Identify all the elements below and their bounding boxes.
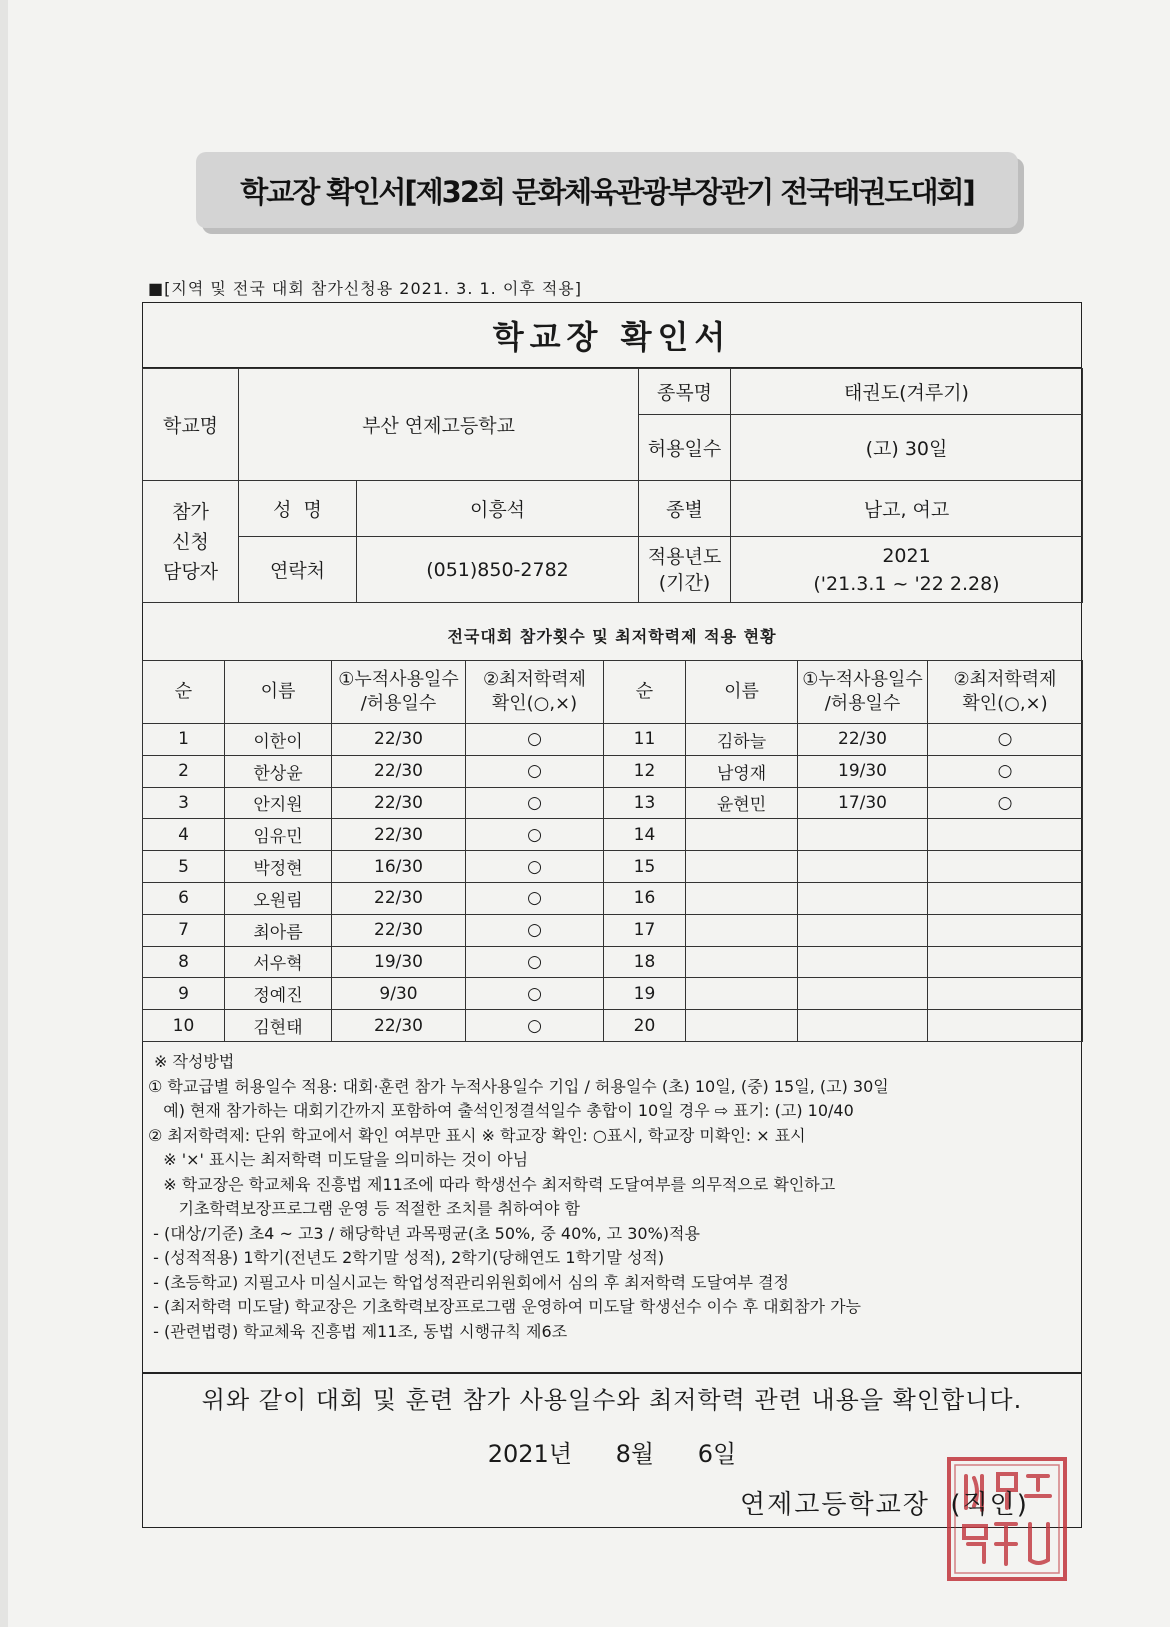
row-check: ○ — [466, 914, 604, 946]
row-usage: 19/30 — [798, 755, 928, 787]
row-usage — [798, 978, 928, 1010]
signing-date — [142, 1434, 1082, 1469]
row-check — [928, 914, 1083, 946]
status-title: 전국대회 참가횟수 및 최저학력제 적용 현황 — [447, 626, 777, 646]
instruction-line: ※ '×' 표시는 최저학력 미도달을 의미하는 것이 아님 — [148, 1150, 529, 1169]
phone-label: 연락처 — [239, 537, 357, 603]
row-name: 이한이 — [225, 724, 332, 756]
instruction-line: ※ 학교장은 학교체육 진흥법 제11조에 따라 학생선수 최저학력 도달여부를 의무적으로 확인하고 — [148, 1174, 836, 1194]
row-name — [686, 851, 798, 883]
table-row — [143, 724, 1083, 756]
signer: 연제고등학교장 (직인) — [740, 1490, 1029, 1520]
row-no: 7 — [143, 914, 225, 946]
row-usage: 22/30 — [332, 914, 466, 946]
row-no: 5 — [143, 851, 225, 883]
instruction-line: - (대상/기준) 초4 ~ 고3 / 해당학년 과목평균(초 50%, 중 40%, 고 30%)적용 — [148, 1223, 700, 1243]
row-usage — [798, 914, 928, 946]
row-name — [686, 819, 798, 851]
row-no: 11 — [604, 724, 686, 756]
phone-value: (051)850-2782 — [357, 537, 639, 603]
instruction-line: ② 최저학력제: 단위 학교에서 확인 여부만 표시 ※ 학교장 확인: ○표시, 학교장 미확인: × 표시 — [148, 1125, 806, 1145]
row-check — [928, 1010, 1083, 1042]
row-no: 4 — [143, 819, 225, 851]
header-no: 순 — [143, 661, 225, 724]
row-no: 1 — [143, 724, 225, 756]
category-value: 남고, 여고 — [731, 481, 1083, 537]
row-no: 6 — [143, 882, 225, 914]
row-usage: 16/30 — [332, 851, 466, 883]
date-month: 8월 — [615, 1440, 655, 1468]
row-usage — [798, 819, 928, 851]
year-label: 적용년도 (기간) — [639, 537, 731, 603]
row-usage: 19/30 — [332, 946, 466, 978]
event-label: 종목명 — [639, 369, 731, 415]
row-check: ○ — [928, 787, 1083, 819]
row-usage: 22/30 — [332, 755, 466, 787]
banner — [196, 152, 1018, 228]
header-name: 이름 — [225, 661, 332, 724]
row-name: 최아름 — [225, 914, 332, 946]
roster-header-row — [143, 661, 1083, 724]
row-usage: 22/30 — [332, 882, 466, 914]
usage-note: ■[지역 및 전국 대회 참가신청용 2021. 3. 1. 이후 적용] — [148, 279, 583, 298]
header-check: ②최저학력제 확인(○,×) — [928, 661, 1083, 724]
row-usage — [798, 1010, 928, 1042]
confirmation-statement: 위와 같이 대회 및 훈련 참가 사용일수와 최저학력 관련 내용을 확인합니다. — [201, 1386, 1023, 1414]
table-row — [143, 914, 1083, 946]
row-check: ○ — [466, 978, 604, 1010]
row-check: ○ — [466, 755, 604, 787]
row-check: ○ — [466, 851, 604, 883]
row-check: ○ — [466, 1010, 604, 1042]
row-no: 19 — [604, 978, 686, 1010]
row-name — [686, 978, 798, 1010]
row-name: 임유민 — [225, 819, 332, 851]
row-name: 남영재 — [686, 755, 798, 787]
banner-title: 학교장 확인서[제32회 문화체육관광부장관기 전국태권도대회] — [240, 174, 974, 209]
row-usage: 22/30 — [332, 819, 466, 851]
school-label: 학교명 — [143, 369, 239, 481]
row-usage — [798, 946, 928, 978]
header-usage: ①누적사용일수 /허용일수 — [332, 661, 466, 724]
year-value: 2021 — [882, 544, 931, 567]
instruction-line: ① 학교급별 허용일수 적용: 대회·훈련 참가 누적사용일수 기입 / 허용일수 (초) 10일, (중) 15일, (고) 30일 — [148, 1076, 889, 1096]
allowed-days-value: (고) 30일 — [731, 415, 1083, 481]
row-no: 18 — [604, 946, 686, 978]
table-row — [143, 787, 1083, 819]
instruction-line: - (초등학교) 지필고사 미실시교는 학업성적관리위원회에서 심의 후 최저학력 도달여부 결정 — [148, 1272, 789, 1292]
row-check — [928, 819, 1083, 851]
row-usage: 17/30 — [798, 787, 928, 819]
row-check — [928, 851, 1083, 883]
date-year: 2021년 — [487, 1440, 573, 1468]
row-check: ○ — [928, 755, 1083, 787]
header-name: 이름 — [686, 661, 798, 724]
header-usage: ①누적사용일수 /허용일수 — [798, 661, 928, 724]
row-check: ○ — [466, 724, 604, 756]
page-edge — [0, 0, 8, 1627]
year-cell — [731, 537, 1083, 603]
row-usage: 9/30 — [332, 978, 466, 1010]
row-check: ○ — [466, 819, 604, 851]
row-check — [928, 882, 1083, 914]
row-usage: 22/30 — [332, 724, 466, 756]
divider — [142, 1372, 1082, 1374]
row-usage — [798, 851, 928, 883]
row-name: 오원림 — [225, 882, 332, 914]
table-row — [143, 1010, 1083, 1042]
row-no: 14 — [604, 819, 686, 851]
row-check: ○ — [466, 787, 604, 819]
contact-person-label: 참가 신청 담당자 — [143, 481, 239, 603]
instruction-line: - (최저학력 미도달) 학교장은 기초학력보장프로그램 운영하여 미도달 학생선수 이수 후 대회참가 가능 — [148, 1297, 861, 1316]
row-name — [686, 1010, 798, 1042]
instruction-line: 기초학력보장프로그램 운영 등 적절한 조치를 취하여야 함 — [148, 1199, 580, 1218]
row-usage: 22/30 — [332, 1010, 466, 1042]
allowed-days-label: 허용일수 — [639, 415, 731, 481]
info-table — [142, 368, 1083, 603]
header-no: 순 — [604, 661, 686, 724]
event-value: 태권도(겨루기) — [731, 369, 1083, 415]
row-usage — [798, 882, 928, 914]
row-name: 김현태 — [225, 1010, 332, 1042]
table-row — [143, 755, 1083, 787]
row-check — [928, 946, 1083, 978]
row-no: 3 — [143, 787, 225, 819]
row-check: ○ — [466, 946, 604, 978]
row-no: 13 — [604, 787, 686, 819]
instruction-line: - (관련법령) 학교체육 진흥법 제11조, 동법 시행규칙 제6조 — [148, 1321, 568, 1341]
table-row — [143, 882, 1083, 914]
table-row — [143, 946, 1083, 978]
row-usage: 22/30 — [332, 787, 466, 819]
row-no: 15 — [604, 851, 686, 883]
row-no: 8 — [143, 946, 225, 978]
row-name: 박정현 — [225, 851, 332, 883]
row-no: 17 — [604, 914, 686, 946]
school-value: 부산 연제고등학교 — [239, 369, 639, 481]
document-title: 학교장 확인서 — [142, 302, 1082, 368]
row-check — [928, 978, 1083, 1010]
row-name: 한상윤 — [225, 755, 332, 787]
row-no: 16 — [604, 882, 686, 914]
row-no: 20 — [604, 1010, 686, 1042]
row-name: 정예진 — [225, 978, 332, 1010]
row-no: 10 — [143, 1010, 225, 1042]
row-name: 김하늘 — [686, 724, 798, 756]
instructions — [148, 1050, 1078, 1344]
row-no: 2 — [143, 755, 225, 787]
table-row — [143, 851, 1083, 883]
row-no: 9 — [143, 978, 225, 1010]
row-name — [686, 914, 798, 946]
row-usage: 22/30 — [798, 724, 928, 756]
instruction-heading: ※ 작성방법 — [154, 1052, 235, 1071]
roster-table — [142, 660, 1083, 1042]
row-name: 서우혁 — [225, 946, 332, 978]
row-name: 안지원 — [225, 787, 332, 819]
header-check: ②최저학력제 확인(○,×) — [466, 661, 604, 724]
category-label: 종별 — [639, 481, 731, 537]
name-value: 이흥석 — [357, 481, 639, 537]
row-no: 12 — [604, 755, 686, 787]
row-name — [686, 946, 798, 978]
table-row — [143, 819, 1083, 851]
instruction-line: 예) 현재 참가하는 대회기간까지 포함하여 출석인정결석일수 총합이 10일 경우 ⇨ 표기: (고) 10/40 — [148, 1101, 854, 1120]
row-check: ○ — [928, 724, 1083, 756]
row-name: 윤현민 — [686, 787, 798, 819]
period-value: ('21.3.1 ~ '22 2.28) — [813, 572, 1000, 595]
row-name — [686, 882, 798, 914]
table-row — [143, 978, 1083, 1010]
name-label: 성 명 — [239, 481, 357, 537]
instruction-line: - (성적적용) 1학기(전년도 2학기말 성적), 2학기(당해연도 1학기말 성적) — [148, 1248, 665, 1267]
row-check: ○ — [466, 882, 604, 914]
date-day: 6일 — [697, 1440, 737, 1468]
